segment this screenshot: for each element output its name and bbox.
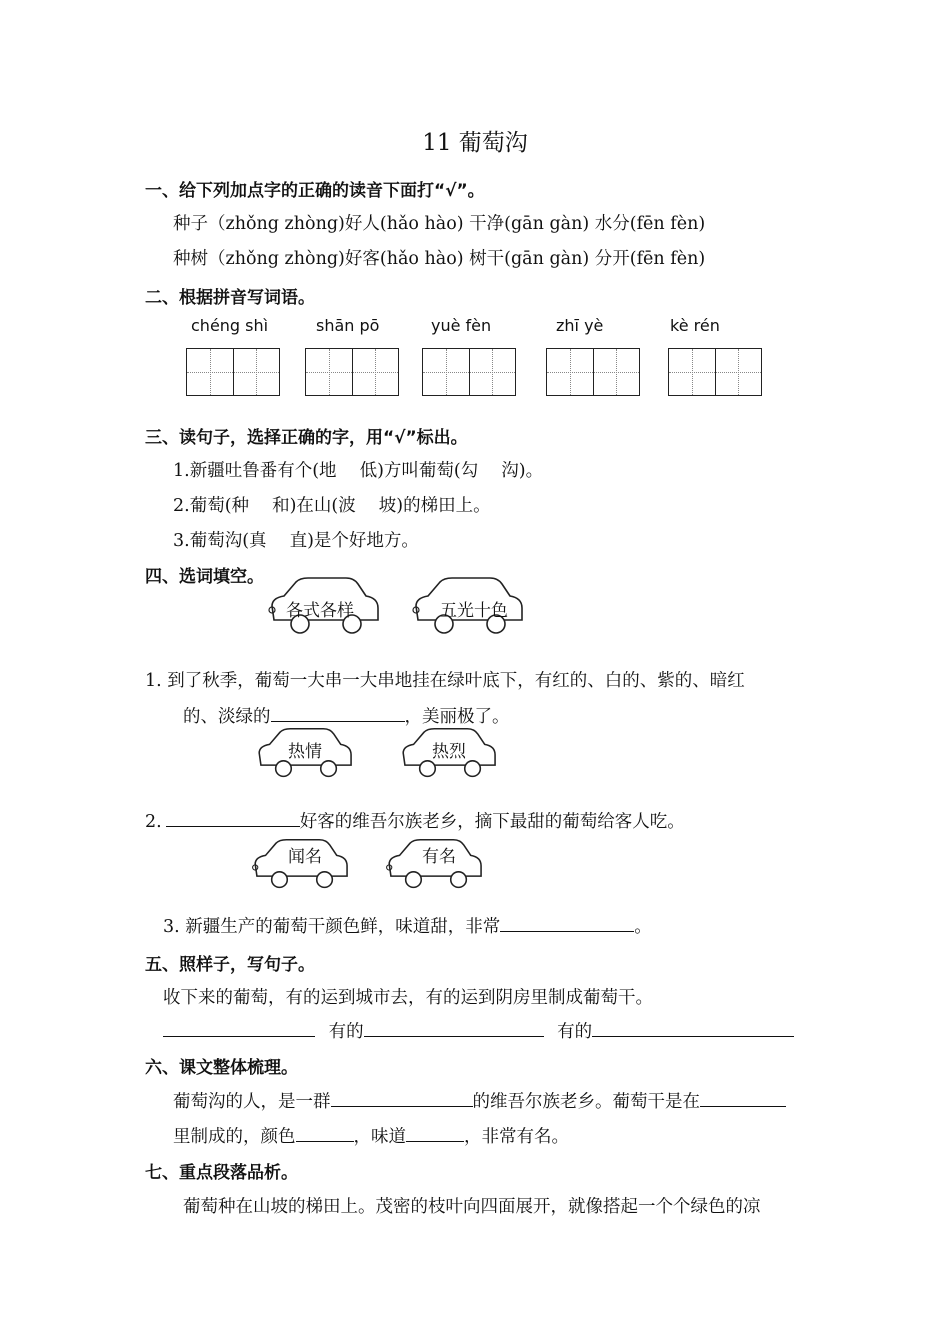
section-7-heading: 七、重点段落品析。: [145, 1163, 298, 1183]
car-option-2[interactable]: [410, 576, 530, 636]
car-label: 闻名: [288, 847, 322, 867]
q2-text: 好客的维吾尔族老乡，摘下最甜的葡萄给客人吃。: [299, 812, 685, 832]
you-de-2: 有的: [557, 1022, 593, 1042]
writing-grid-5[interactable]: [668, 348, 762, 396]
car-label: 各式各样: [286, 601, 354, 621]
pinyin-3: yuè fèn: [431, 316, 492, 335]
s3-item-3: 3.葡萄沟(真 直)是个好地方。: [173, 531, 419, 551]
s5-answer-line: [163, 1018, 794, 1043]
answer-blank[interactable]: [500, 913, 634, 932]
writing-grid-1[interactable]: [186, 348, 280, 396]
writing-grid-2[interactable]: [305, 348, 399, 396]
answer-blank[interactable]: [166, 808, 300, 827]
answer-blank[interactable]: [592, 1018, 794, 1037]
s3-item-1: 1.新疆吐鲁番有个(地 低)方叫葡萄(勾 沟)。: [173, 461, 544, 481]
answer-blank[interactable]: [163, 1018, 315, 1037]
car-option-4[interactable]: [398, 725, 502, 781]
s3-item-2: 2.葡萄(种 和)在山(波 坡)的梯田上。: [173, 496, 491, 516]
section-6-heading: 六、课文整体梳理。: [145, 1058, 298, 1078]
q3-end: 。: [634, 917, 652, 937]
pinyin-4: zhī yè: [556, 316, 604, 335]
writing-grid-3[interactable]: [422, 348, 516, 396]
s6-line-2: [173, 1123, 569, 1148]
answer-blank[interactable]: [271, 703, 405, 722]
s1-row-1: 种子（zhǒng zhòng)好人(hǎo hào) 干净(gān gàn) 水分(fēn fèn): [173, 214, 706, 234]
s6-text-4: ，味道: [353, 1127, 406, 1147]
section-5-heading: 五、照样子，写句子。: [145, 955, 315, 975]
pinyin-5: kè rén: [670, 316, 720, 335]
s4-q2: [145, 808, 685, 833]
writing-grid-4[interactable]: [546, 348, 640, 396]
s5-example: 收下来的葡萄，有的运到城市去，有的运到阴房里制成葡萄干。: [163, 988, 653, 1008]
s6-text-1: 葡萄沟的人，是一群: [173, 1092, 331, 1112]
s1-row-2: 种树（zhǒng zhòng)好客(hǎo hào) 树干(gān gàn) 分开(fēn fèn): [173, 249, 706, 269]
section-3-heading: 三、读句子，选择正确的字，用“√”标出。: [145, 428, 468, 448]
pinyin-2: shān pō: [316, 316, 380, 335]
car-option-3[interactable]: [254, 725, 358, 781]
car-option-6[interactable]: [384, 834, 488, 894]
section-2-heading: 二、根据拼音写词语。: [145, 288, 315, 308]
q3-text: 3. 新疆生产的葡萄干颜色鲜，味道甜，非常: [163, 917, 501, 937]
answer-blank[interactable]: [700, 1088, 786, 1107]
car-option-1[interactable]: [266, 576, 386, 636]
pinyin-1: chéng shì: [191, 316, 269, 335]
answer-blank[interactable]: [406, 1123, 464, 1142]
s6-text-2: 的维吾尔族老乡。葡萄干是在: [472, 1092, 700, 1112]
section-4-heading: 四、选词填空。: [145, 567, 264, 587]
answer-blank[interactable]: [364, 1018, 544, 1037]
q1-text-pre: 的、淡绿的: [183, 707, 271, 727]
q2-number: 2.: [145, 812, 162, 832]
s6-text-3: 里制成的，颜色: [173, 1127, 296, 1147]
page-title: 11 葡萄沟: [422, 130, 528, 156]
car-label: 五光十色: [440, 601, 508, 621]
answer-blank[interactable]: [296, 1123, 354, 1142]
s7-paragraph: 葡萄种在山坡的梯田上。茂密的枝叶向四面展开，就像搭起一个个绿色的凉: [183, 1197, 761, 1217]
s4-q3: [163, 913, 652, 938]
answer-blank[interactable]: [331, 1088, 473, 1107]
car-label: 有名: [422, 847, 456, 867]
car-label: 热情: [288, 742, 322, 762]
s4-q1-line-a: 1. 到了秋季，葡萄一大串一大串地挂在绿叶底下，有红的、白的、紫的、暗红: [145, 671, 745, 691]
section-1-heading: 一、给下列加点字的正确的读音下面打“√”。: [145, 181, 485, 201]
s6-line-1: [173, 1088, 786, 1113]
s6-text-5: ，非常有名。: [464, 1127, 569, 1147]
you-de-1: 有的: [328, 1022, 364, 1042]
car-option-5[interactable]: [250, 834, 354, 894]
car-label: 热烈: [432, 742, 466, 762]
q1-text-post: ，美丽极了。: [404, 707, 510, 727]
